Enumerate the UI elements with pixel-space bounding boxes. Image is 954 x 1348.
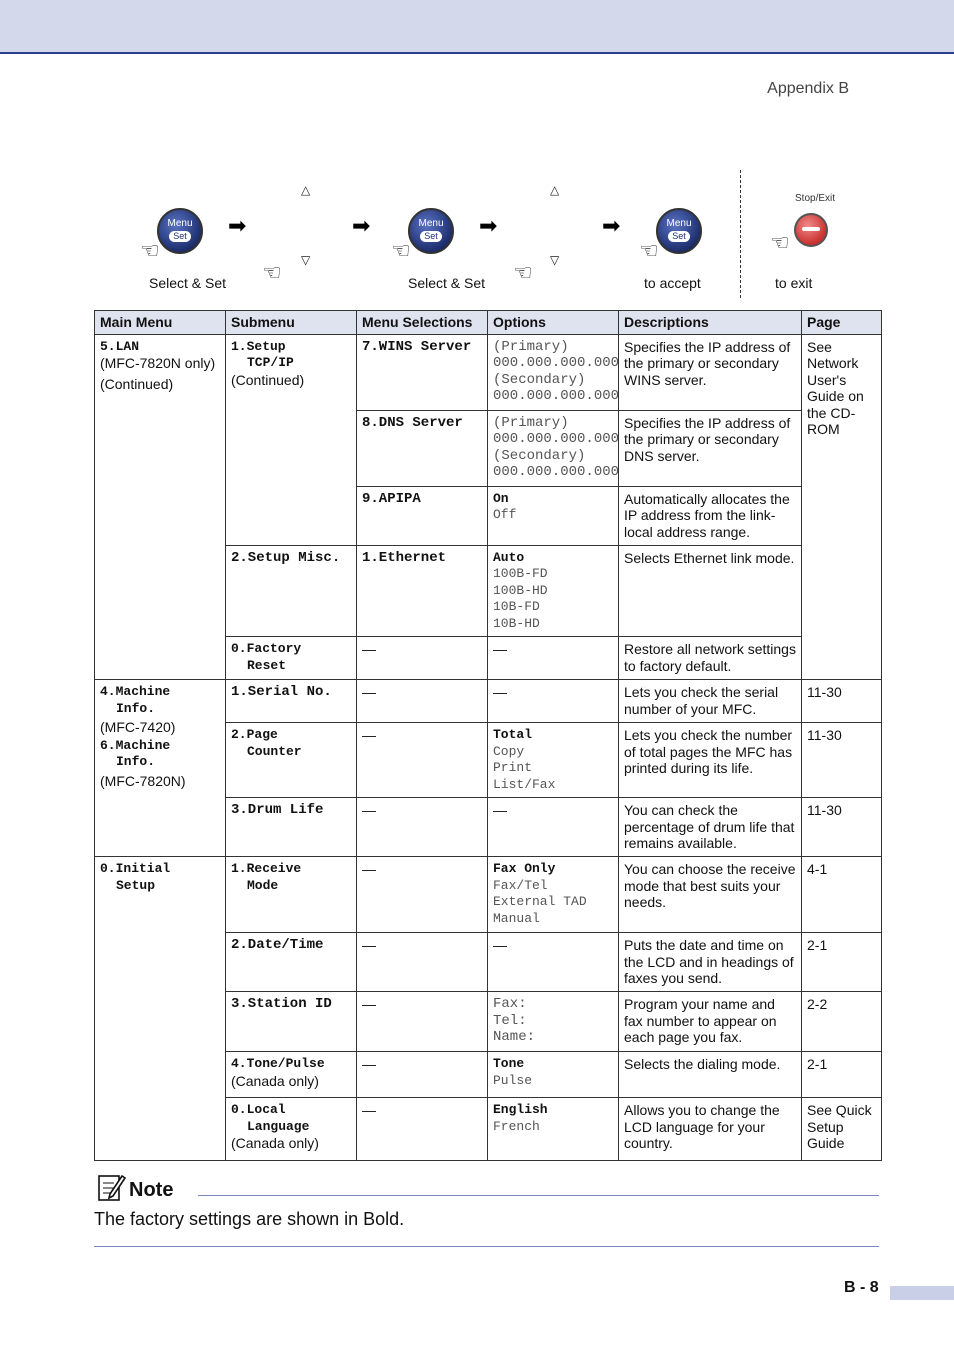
description-cell: Lets you check the number of total pages the MFC has printed during its life. [619, 723, 802, 798]
page-cell: 11-30 [802, 723, 882, 798]
pointing-hand-icon: ☜ [262, 260, 282, 285]
menu-set-button-icon: Menu Set [656, 208, 702, 254]
step4-caption: to exit [775, 275, 813, 291]
page-cell: 2-1 [802, 933, 882, 992]
description-cell: Specifies the IP address of the primary or secondary WINS server. [619, 334, 802, 410]
step3-caption: to accept [644, 275, 701, 291]
submenu-cell: 2.Date/Time [226, 933, 357, 992]
description-cell: Selects Ethernet link mode. [619, 545, 802, 637]
page-cell: 2-2 [802, 992, 882, 1052]
dashed-divider [740, 170, 741, 298]
column-header: Submenu [226, 311, 357, 335]
note-text: The factory settings are shown in Bold. [94, 1209, 405, 1229]
page-tab [890, 1286, 954, 1300]
up-key-icon: △ [550, 183, 560, 197]
menu-selection-cell: — [357, 637, 488, 680]
submenu-cell: 1.Serial No. [226, 680, 357, 723]
description-cell: Puts the date and time on the LCD and in headings of faxes you send. [619, 933, 802, 992]
key-flow-diagram [0, 160, 954, 305]
options-cell: On Off [488, 486, 619, 545]
page-cell: 11-30 [802, 680, 882, 723]
menu-selection-cell: — [357, 1052, 488, 1098]
options-cell: Fax Only Fax/Tel External TAD Manual [488, 857, 619, 933]
submenu-cell: 1.Receive Mode [226, 857, 357, 933]
down-key-icon: ▽ [550, 253, 560, 267]
menu-set-button-icon: Menu Set [408, 208, 454, 254]
down-key-icon: ▽ [301, 253, 311, 267]
submenu-cell: 2.Page Counter [226, 723, 357, 798]
stop-exit-button-icon [794, 213, 828, 247]
menu-selection-cell: — [357, 857, 488, 933]
description-cell: Automatically allocates the IP address from the link-local address range. [619, 486, 802, 545]
page-cell: See Quick Setup Guide [802, 1098, 882, 1161]
menu-table [94, 310, 882, 1161]
description-cell: Selects the dialing mode. [619, 1052, 802, 1098]
column-header: Options [488, 311, 619, 335]
right-arrow-icon: ➡ [602, 213, 621, 238]
page-cell: See Network User's Guide on the CD-ROM [802, 334, 882, 680]
options-cell: — [488, 637, 619, 680]
options-cell: Tone Pulse [488, 1052, 619, 1098]
options-cell: (Primary) 000.000.000.000 (Secondary) 000.000.000.000 [488, 410, 619, 486]
right-arrow-icon: ➡ [479, 213, 498, 238]
options-cell: Fax: Tel: Name: [488, 992, 619, 1052]
column-header: Page [802, 311, 882, 335]
menu-selection-cell: — [357, 1098, 488, 1161]
menu-selection-cell: — [357, 723, 488, 798]
main-menu-cell: 0.Initial Setup [95, 857, 226, 1161]
submenu-cell: 4.Tone/Pulse (Canada only) [226, 1052, 357, 1098]
page-number: B - 8 [844, 1279, 879, 1296]
column-header: Main Menu [95, 311, 226, 335]
menu-selection-cell: — [357, 933, 488, 992]
description-cell: Program your name and fax number to appear on each page you fax. [619, 992, 802, 1052]
description-cell: Specifies the IP address of the primary or secondary DNS server. [619, 410, 802, 486]
up-key-icon: △ [301, 183, 311, 197]
step1-caption: Select & Set [149, 275, 227, 291]
submenu-cell: 3.Drum Life [226, 798, 357, 857]
pointing-hand-icon: ☜ [140, 238, 160, 263]
menu-selection-cell: 1.Ethernet [357, 545, 488, 637]
stop-exit-label: Stop/Exit [795, 193, 836, 204]
description-cell: Restore all network settings to factory default. [619, 637, 802, 680]
step2-caption: Select & Set [408, 275, 486, 291]
options-cell: — [488, 933, 619, 992]
pointing-hand-icon: ☜ [391, 238, 411, 263]
menu-selection-cell: — [357, 680, 488, 723]
submenu-cell: 3.Station ID [226, 992, 357, 1052]
note-pencil-icon [96, 1172, 126, 1202]
table-header-row [95, 311, 882, 335]
description-cell: You can check the percentage of drum life that remains available. [619, 798, 802, 857]
column-header: Descriptions [619, 311, 802, 335]
description-cell: You can choose the receive mode that best suits your needs. [619, 857, 802, 933]
options-cell: English French [488, 1098, 619, 1161]
main-menu-cell: 5.LAN (MFC-7820N only) (Continued) [95, 334, 226, 680]
description-cell: Lets you check the serial number of your MFC. [619, 680, 802, 723]
pointing-hand-icon: ☜ [770, 230, 790, 255]
menu-selection-cell: 7.WINS Server [357, 334, 488, 410]
description-cell: Allows you to change the LCD language for your country. [619, 1098, 802, 1161]
pointing-hand-icon: ☜ [639, 238, 659, 263]
menu-selection-cell: — [357, 798, 488, 857]
main-menu-cell: 4.Machine Info. (MFC-7420) 6.Machine Info. (MFC-7820N) [95, 680, 226, 857]
note-title: Note [129, 1179, 174, 1201]
page-cell: 4-1 [802, 857, 882, 933]
column-header: Menu Selections [357, 311, 488, 335]
options-cell: — [488, 680, 619, 723]
table-row [95, 680, 882, 723]
menu-selection-cell: 8.DNS Server [357, 410, 488, 486]
table-row [95, 857, 882, 933]
submenu-cell: 0.Factory Reset [226, 637, 357, 680]
submenu-cell: 1.Setup TCP/IP (Continued) [226, 334, 357, 545]
options-cell: (Primary) 000.000.000.000 (Secondary) 000.000.000.000 [488, 334, 619, 410]
menu-selection-cell: — [357, 992, 488, 1052]
page-cell: 2-1 [802, 1052, 882, 1098]
note-bottom-rule [94, 1246, 879, 1247]
page-cell: 11-30 [802, 798, 882, 857]
section-label: Appendix B [767, 80, 849, 97]
note-rule [198, 1195, 879, 1196]
pointing-hand-icon: ☜ [513, 260, 533, 285]
submenu-cell: 2.Setup Misc. [226, 545, 357, 637]
top-band [0, 0, 954, 54]
menu-set-button-icon: Menu Set [157, 208, 203, 254]
right-arrow-icon: ➡ [228, 213, 247, 238]
table-row [95, 334, 882, 410]
options-cell: — [488, 798, 619, 857]
right-arrow-icon: ➡ [352, 213, 371, 238]
options-cell: Auto 100B-FD 100B-HD 10B-FD 10B-HD [488, 545, 619, 637]
submenu-cell: 0.Local Language (Canada only) [226, 1098, 357, 1161]
options-cell: Total Copy Print List/Fax [488, 723, 619, 798]
menu-selection-cell: 9.APIPA [357, 486, 488, 545]
